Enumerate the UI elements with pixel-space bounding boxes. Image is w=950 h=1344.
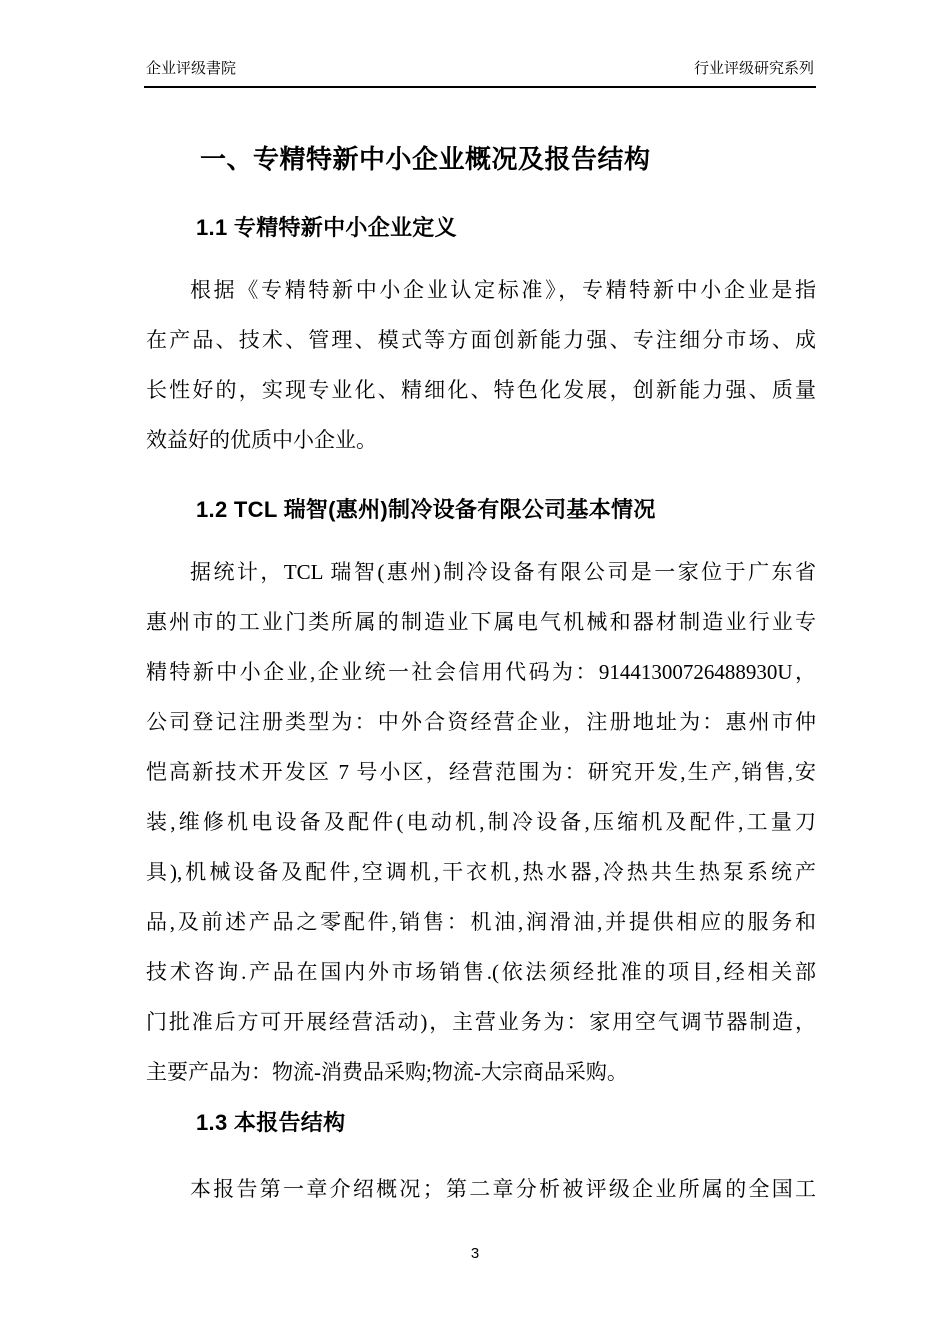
text-line: 据统计，TCL 瑞智(惠州)制冷设备有限公司是一家位于广东省: [190, 560, 816, 584]
text-line: 品,及前述产品之零配件,销售：机油,润滑油,并提供相应的服务和: [146, 910, 816, 934]
section-heading-1-2: 1.2 TCL 瑞智(惠州)制冷设备有限公司基本情况: [196, 497, 656, 522]
document-body: [146, 88, 816, 1214]
document-title: 一、专精特新中小企业概况及报告结构: [200, 144, 651, 174]
text-line: 门批准后方可开展经营活动)，主营业务为：家用空气调节器制造，: [146, 1010, 816, 1034]
text-line: 根据《专精特新中小企业认定标准》，专精特新中小企业是指: [190, 278, 816, 302]
text-line: 长性好的，实现专业化、精细化、特色化发展，创新能力强、质量: [146, 378, 816, 402]
header-left-text: 企业评级書院: [146, 60, 237, 77]
section-heading-1-1: 1.1 专精特新中小企业定义: [196, 215, 457, 240]
text-line: 技术咨询.产品在国内外市场销售.(依法须经批准的项目,经相关部: [146, 960, 816, 984]
text-line: 装,维修机电设备及配件(电动机,制冷设备,压缩机及配件,工量刀: [146, 810, 816, 834]
text-line: 本报告第一章介绍概况；第二章分析被评级企业所属的全国工: [190, 1177, 816, 1201]
text-line: 公司登记注册类型为：中外合资经营企业，注册地址为：惠州市仲: [146, 710, 816, 734]
paragraph-report-structure: [146, 1164, 816, 1214]
text-line: 精特新中小企业,企业统一社会信用代码为：91441300726488930U，: [146, 660, 816, 684]
page-footer: [0, 1244, 950, 1264]
header-right-text: 行业评级研究系列: [693, 60, 814, 77]
page-number: 3: [470, 1245, 480, 1262]
text-line: 惠州市的工业门类所属的制造业下属电气机械和器材制造业行业专: [146, 610, 816, 634]
section-heading-1-3: 1.3 本报告结构: [196, 1110, 346, 1135]
paragraph-definition: [146, 265, 816, 465]
text-line: 在产品、技术、管理、模式等方面创新能力强、专注细分市场、成: [146, 328, 816, 352]
text-line: 恺高新技术开发区 7 号小区，经营范围为：研究开发,生产,销售,安: [146, 760, 816, 784]
page-header: [146, 58, 814, 86]
text-line: 主要产品为：物流-消费品采购;物流-大宗商品采购。: [146, 1060, 628, 1084]
text-line: 具),机械设备及配件,空调机,干衣机,热水器,冷热共生热泵系统产: [146, 860, 816, 884]
text-line: 效益好的优质中小企业。: [146, 428, 377, 452]
paragraph-company-profile: [146, 547, 816, 1097]
